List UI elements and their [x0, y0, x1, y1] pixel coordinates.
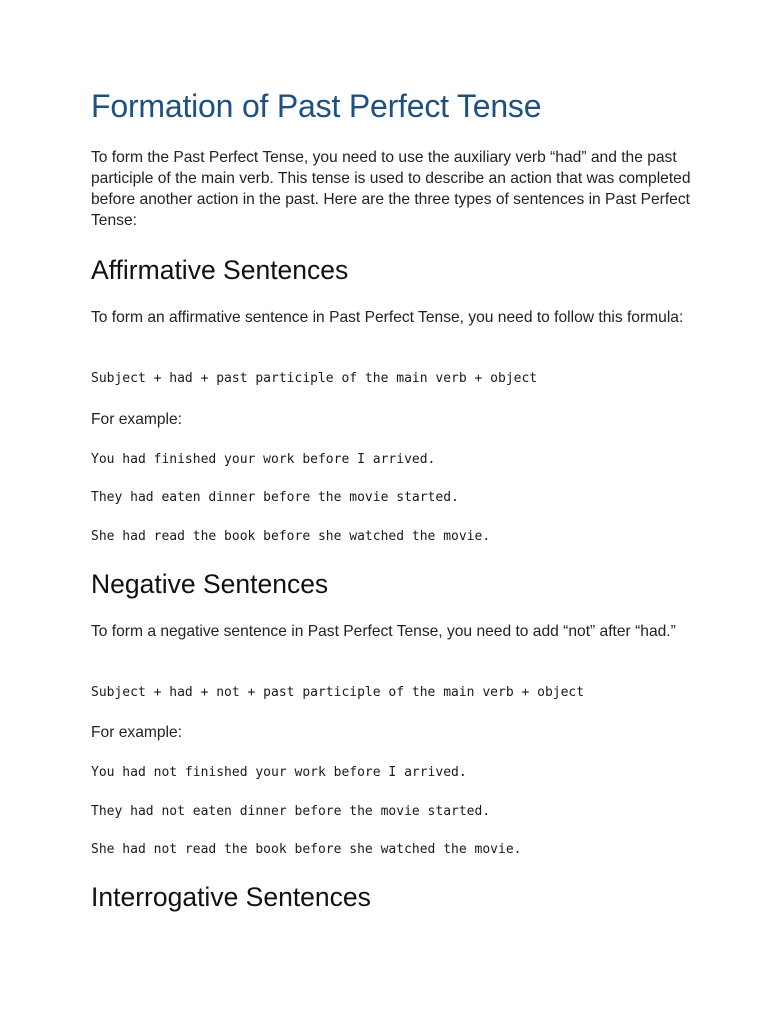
affirmative-example-label: For example:	[91, 411, 182, 428]
negative-example-1: You had not finished your work before I arrived.	[91, 765, 467, 780]
negative-example-label: For example:	[91, 724, 182, 741]
interrogative-heading: Interrogative Sentences	[91, 882, 371, 912]
affirmative-heading: Affirmative Sentences	[91, 255, 349, 285]
affirmative-formula: Subject + had + past participle of the main verb + object	[91, 371, 538, 386]
negative-description: To form a negative sentence in Past Perfect Tense, you need to add “not” after “had.”	[91, 623, 676, 640]
affirmative-example-2: They had eaten dinner before the movie started.	[91, 490, 459, 505]
negative-example-3: She had not read the book before she watched the movie.	[91, 842, 522, 857]
affirmative-description: To form an affirmative sentence in Past Perfect Tense, you need to follow this formula:	[91, 309, 684, 326]
intro-paragraph: To form the Past Perfect Tense, you need to use the auxiliary verb “had” and the past participle of the main verb. This tense is used to describe an action that was completed before another action in the past. Here are the three types of sentences in Past Perfect Tense:	[91, 149, 691, 229]
negative-example-2: They had not eaten dinner before the movie started.	[91, 804, 491, 819]
affirmative-example-1: You had finished your work before I arrived.	[91, 452, 436, 467]
affirmative-example-3: She had read the book before she watched the movie.	[91, 529, 491, 544]
negative-formula: Subject + had + not + past participle of the main verb + object	[91, 685, 585, 700]
negative-heading: Negative Sentences	[91, 569, 329, 599]
page-title: Formation of Past Perfect Tense	[91, 88, 542, 124]
